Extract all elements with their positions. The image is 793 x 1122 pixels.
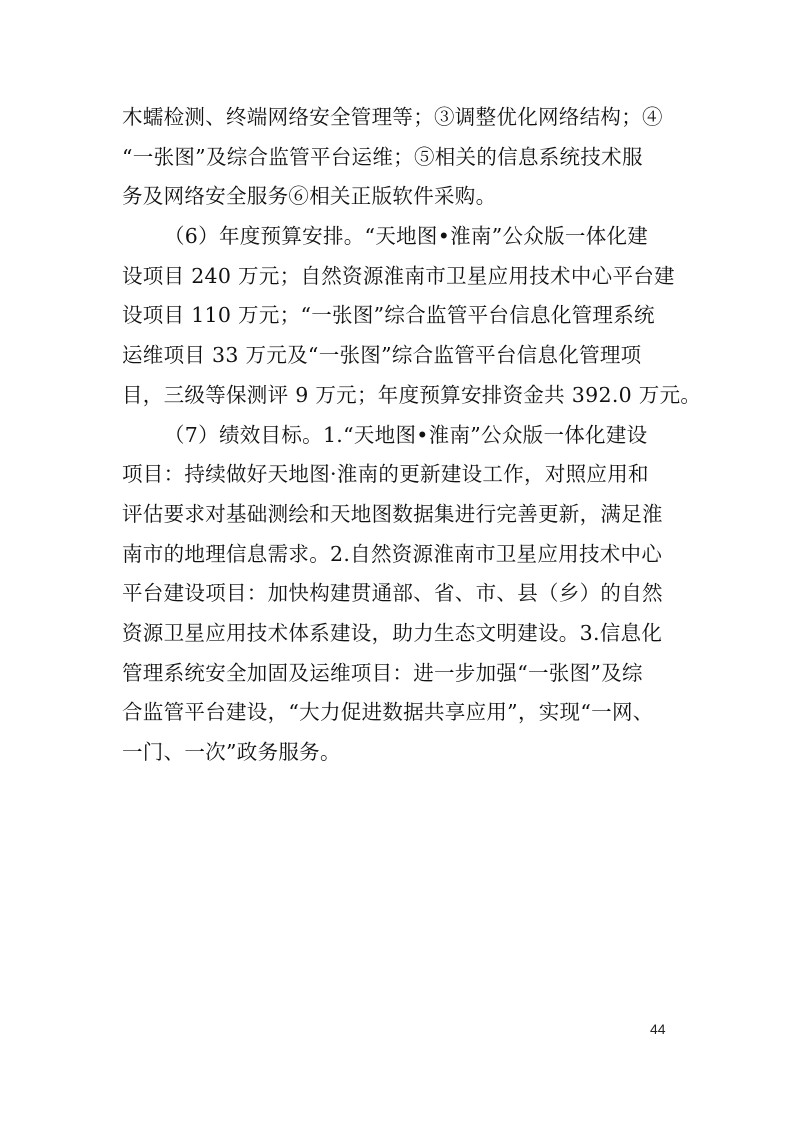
text-line: 运维项目 33 万元及“一张图”综合监管平台信息化管理项 — [122, 343, 642, 368]
text-line: 目，三级等保测评 9 万元；年度预算安排资金共 392.0 万元。 — [122, 382, 702, 407]
text-line: 务及网络安全服务⑥相关正版软件采购。 — [122, 184, 497, 209]
text-line: 资源卫星应用技术体系建设，助力生态文明建设。3.信息化 — [122, 620, 663, 645]
text-line: 合监管平台建设，“大力促进数据共享应用”，实现“一网、 — [122, 700, 654, 725]
text-line: 项目：持续做好天地图·淮南的更新建设工作，对照应用和 — [122, 462, 649, 487]
body-text — [122, 98, 702, 773]
text-line: 南市的地理信息需求。2.自然资源淮南市卫星应用技术中心 — [122, 541, 663, 566]
text-line: （7）绩效目标。1.“天地图•淮南”公众版一体化建设 — [164, 422, 648, 447]
text-line: （6）年度预算安排。“天地图•淮南”公众版一体化建 — [164, 224, 649, 249]
text-line: 一门、一次”政务服务。 — [122, 740, 341, 764]
text-line: 平台建设项目：加快构建贯通部、省、市、县（乡）的自然 — [122, 581, 663, 606]
text-line: “一张图”及综合监管平台运维；⑤相关的信息系统技术服 — [122, 144, 643, 169]
text-line: 设项目 110 万元；“一张图”综合监管平台信息化管理系统 — [122, 303, 655, 328]
text-line: 评估要求对基础测绘和天地图数据集进行完善更新，满足淮 — [122, 501, 663, 526]
text-line: 管理系统安全加固及运维项目：进一步加强“一张图”及综 — [122, 660, 643, 685]
page-number: 44 — [650, 1021, 666, 1037]
text-line: 设项目 240 万元；自然资源淮南市卫星应用技术中心平台建 — [122, 263, 675, 288]
text-line: 木蠕检测、终端网络安全管理等；③调整优化网络结构；④ — [122, 105, 663, 129]
